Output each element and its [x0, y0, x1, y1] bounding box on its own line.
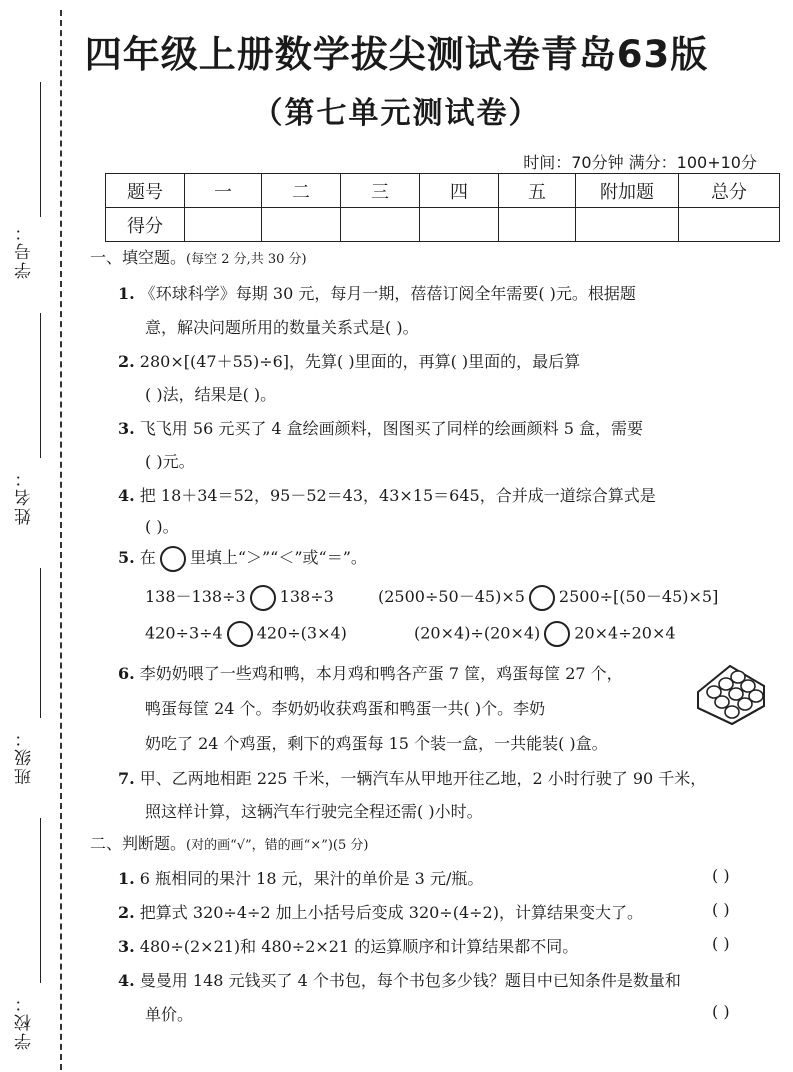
compare-circle-icon[interactable] — [227, 621, 253, 647]
score-table-header-row — [106, 174, 780, 208]
score-cell[interactable] — [679, 208, 780, 242]
judge-item-1 — [118, 866, 483, 889]
table-cell: 题号 — [106, 174, 185, 208]
school-line — [40, 818, 41, 983]
question-number: 1. — [118, 284, 135, 303]
table-cell: 一 — [185, 174, 262, 208]
section1-header — [90, 245, 307, 268]
compare-item — [145, 584, 334, 611]
question-5-line1 — [118, 545, 367, 572]
compare-circle-icon — [160, 546, 186, 572]
compare-item — [414, 621, 676, 647]
section2-note: (对的画“√”，错的画“×”)(5 分) — [186, 838, 369, 853]
page-title: 四年级上册数学拔尖测试卷青岛63版 — [84, 33, 709, 76]
table-cell: 五 — [499, 174, 576, 208]
compare-circle-icon[interactable] — [544, 621, 570, 647]
student-no-label: 学号： — [15, 222, 35, 279]
table-cell: 四 — [420, 174, 499, 208]
question-text: 曼曼用 148 元钱买了 4 个书包，每个书包多少钱？题目中已知条件是数量和 — [139, 971, 681, 990]
score-table-score-row — [106, 208, 780, 242]
section2-header — [90, 831, 368, 854]
table-cell: 总分 — [679, 174, 780, 208]
question-4-line1 — [118, 483, 656, 506]
class-label: 班级： — [15, 728, 35, 785]
question-7-line2: 照这样计算，这辆汽车行驶完全程还需( )小时。 — [145, 802, 483, 821]
answer-paren[interactable]: ( ) — [712, 866, 730, 885]
judge-item-3 — [118, 934, 578, 957]
expression-right: 420÷(3×4) — [256, 623, 347, 643]
answer-paren[interactable]: ( ) — [712, 900, 730, 919]
question-text: 飞飞用 56 元买了 4 盒绘画颜料，图图买了同样的绘画颜料 5 盒，需要 — [139, 419, 644, 438]
question-number: 1. — [118, 869, 135, 888]
question-6-line1 — [118, 661, 623, 684]
expression-right: 2500÷[(50－45)×5] — [558, 587, 719, 606]
question-3-line2: ( )元。 — [145, 452, 195, 471]
compare-circle-icon[interactable] — [250, 585, 276, 611]
question-2-line1 — [118, 349, 580, 372]
section2-title: 二、判断题。 — [90, 834, 187, 853]
egg-tray-icon — [690, 662, 770, 728]
expression-right: 20×4÷20×4 — [574, 623, 676, 643]
judge-item-4 — [118, 968, 681, 991]
question-text: 480÷(2×21)和 480÷2×21 的运算顺序和计算结果都不同。 — [139, 937, 579, 956]
time-info: 时间：70分钟 满分：100+10分 — [523, 153, 757, 172]
table-cell: 二 — [262, 174, 341, 208]
expression-right: 138÷3 — [279, 587, 334, 606]
score-cell[interactable] — [341, 208, 420, 242]
judge-item-2 — [118, 900, 643, 923]
binding-dashed-line — [60, 10, 62, 1070]
question-3-line1 — [118, 416, 643, 439]
expression-left: 138－138÷3 — [145, 587, 246, 606]
question-1-line1 — [118, 281, 636, 304]
question-7-line1 — [118, 766, 706, 789]
question-6-line2: 鸭蛋每筐 24 个。李奶奶收获鸡蛋和鸭蛋一共( )个。李奶 — [145, 699, 546, 718]
question-number: 2. — [118, 352, 135, 371]
section1-title: 一、填空题。 — [90, 248, 187, 267]
name-label: 姓名： — [15, 468, 35, 525]
question-text: 把算式 320÷4÷2 加上小括号后变成 320÷(4÷2)，计算结果变大了。 — [139, 903, 643, 922]
compare-item — [378, 584, 718, 611]
compare-circle-icon[interactable] — [529, 585, 555, 611]
question-number: 4. — [118, 486, 135, 505]
expression-left: (20×4)÷(20×4) — [414, 623, 541, 643]
question-4-line2: ( )。 — [145, 517, 179, 536]
question-6-line3: 奶吃了 24 个鸡蛋，剩下的鸡蛋每 15 个装一盒，一共能装( )盒。 — [145, 734, 608, 753]
question-text: 6 瓶相同的果汁 18 元，果汁的单价是 3 元/瓶。 — [139, 869, 484, 888]
question-1-line2: 意，解决问题所用的数量关系式是( )。 — [145, 318, 419, 337]
question-number: 7. — [118, 769, 135, 788]
table-cell: 得分 — [106, 208, 185, 242]
question-number: 5. — [118, 548, 135, 567]
question-number: 3. — [118, 419, 135, 438]
expression-left: 420÷3÷4 — [145, 623, 223, 643]
class-line — [40, 568, 41, 718]
question-number: 2. — [118, 903, 135, 922]
answer-paren[interactable]: ( ) — [712, 1002, 730, 1021]
question-number: 6. — [118, 664, 135, 683]
score-cell[interactable] — [420, 208, 499, 242]
name-line — [40, 313, 41, 458]
score-table — [105, 173, 780, 242]
expression-left: (2500÷50－45)×5 — [378, 587, 525, 606]
table-cell: 三 — [341, 174, 420, 208]
school-label: 学校： — [15, 993, 35, 1050]
score-cell[interactable] — [499, 208, 576, 242]
question-2-line2: ( )法，结果是( )。 — [145, 385, 277, 404]
answer-paren[interactable]: ( ) — [712, 934, 730, 953]
question-text: 280×[(47＋55)÷6]，先算( )里面的，再算( )里面的，最后算 — [139, 352, 581, 371]
score-cell[interactable] — [185, 208, 262, 242]
score-cell[interactable] — [576, 208, 679, 242]
judge-item-4-line2: 单价。 — [145, 1005, 194, 1024]
score-cell[interactable] — [262, 208, 341, 242]
question-text: 甲、乙两地相距 225 千米，一辆汽车从甲地开往乙地，2 小时行驶了 90 千米， — [139, 769, 707, 788]
compare-item — [145, 621, 347, 647]
question-number: 4. — [118, 971, 135, 990]
page-subtitle: （第七单元测试卷） — [252, 96, 541, 131]
question-number: 3. — [118, 937, 135, 956]
question-text: 里填上“＞”“＜”或“＝”。 — [189, 548, 367, 567]
question-text: 在 — [139, 548, 156, 567]
table-cell: 附加题 — [576, 174, 679, 208]
question-text: 《环球科学》每期 30 元，每月一期，蓓蓓订阅全年需要( )元。根据题 — [139, 284, 636, 303]
question-text: 李奶奶喂了一些鸡和鸭，本月鸡和鸭各产蛋 7 筐，鸡蛋每筐 27 个， — [139, 664, 623, 683]
question-text: 把 18＋34＝52，95－52＝43，43×15＝645，合并成一道综合算式是 — [139, 486, 656, 505]
section1-note: (每空 2 分,共 30 分) — [186, 252, 307, 267]
